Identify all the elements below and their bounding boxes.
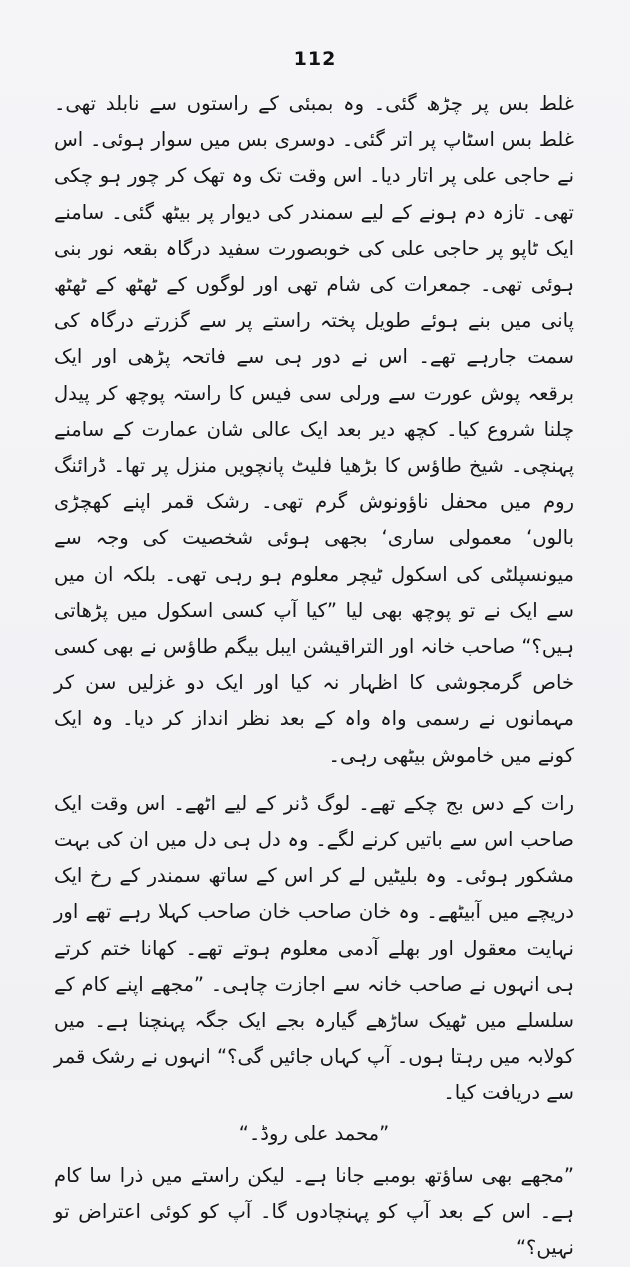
- page-body: [54, 86, 574, 1267]
- paragraph-1: غلط بس پر چڑھ گئی۔ وہ بمبئی کے راستوں سے نابلد تھی۔ غلط بس اسٹاپ پر اتر گئی۔ دوسری بس میں سوار ہوئی۔ اس نے حاجی علی پر اتار دیا۔ اس وقت تک وہ تھک کر چور ہو چکی تھی۔ تازہ دم ہونے کے لیے سمندر کی دیوار پر بیٹھ گئی۔ سامنے ایک ٹاپو پر حاجی علی کی خوبصورت سفید درگاہ بقعہ نور بنی ہوئی تھی۔ جمعرات کی شام تھی اور لوگوں کے ٹھٹھ کے ٹھٹھ پانی میں بنے ہوئے طویل پختہ راستے پر سے گزرتے درگاہ کی سمت جارہے تھے۔ اس نے دور ہی سے فاتحہ پڑھی اور ایک برقعہ پوش عورت سے ورلی سی فیس کا راستہ پوچھ کر پیدل چلنا شروع کیا۔ کچھ دیر بعد ایک عالی شان عمارت کے سامنے پہنچی۔ شیخ طاؤس کا بڑھیا فلیٹ پانچویں منزل پر تھا۔ ڈرائنگ روم میں محفل ناؤونوش گرم تھی۔ رشک قمر اپنے کھچڑی بالوں‘ معمولی ساری‘ بجھی ہوئی شخصیت کی وجہ سے میونسپلٹی کی اسکول ٹیچر معلوم ہو رہی تھی۔ بلکہ ان میں سے ایک نے تو پوچھ بھی لیا ”کیا آپ کسی اسکول میں پڑھاتی ہیں؟“ صاحب خانہ اور التراقیشن ایبل بیگم طاؤس نے بھی کسی خاص گرمجوشی کا اظہار نہ کیا اور ایک دو غزلیں سن کر مہمانوں نے رسمی واہ واہ کے بعد نظر انداز کر دیا۔ وہ ایک کونے میں خاموش بیٹھی رہی۔: [54, 92, 574, 767]
- paragraph-3: ”مجھے بھی ساؤتھ بومبے جانا ہے۔ لیکن راستے میں ذرا سا کام ہے۔ اس کے بعد آپ کو پہنچادوں گا۔ آپ کو کوئی اعتراض تو نہیں؟“: [54, 1163, 574, 1260]
- paragraph-2: رات کے دس بج چکے تھے۔ لوگ ڈنر کے لیے اٹھے۔ اس وقت ایک صاحب اس سے باتیں کرنے لگے۔ وہ دل ہی دل میں ان کی بہت مشکور ہوئی۔ وہ بلیٹیں لے کر اس کے ساتھ سمندر کے رخ ایک دریچے میں آبیٹھے۔ وہ خان صاحب خان صاحب کہلا رہے تھے اور نہایت معقول اور بھلے آدمی معلوم ہوتے تھے۔ کھانا ختم کرتے ہی انہوں نے صاحب خانہ سے اجازت چاہی۔ ”مجھے اپنے کام کے سلسلے میں ٹھیک ساڑھے گیارہ بجے ایک جگہ پہنچنا ہے۔ میں کولابہ میں رہتا ہوں۔ آپ کہاں جائیں گی؟“ انہوں نے رشک قمر سے دریافت کیا۔: [54, 791, 574, 1105]
- page-number: 112: [293, 48, 337, 70]
- dialogue-line-centered: ”محمد علی روڈ۔“: [238, 1121, 390, 1145]
